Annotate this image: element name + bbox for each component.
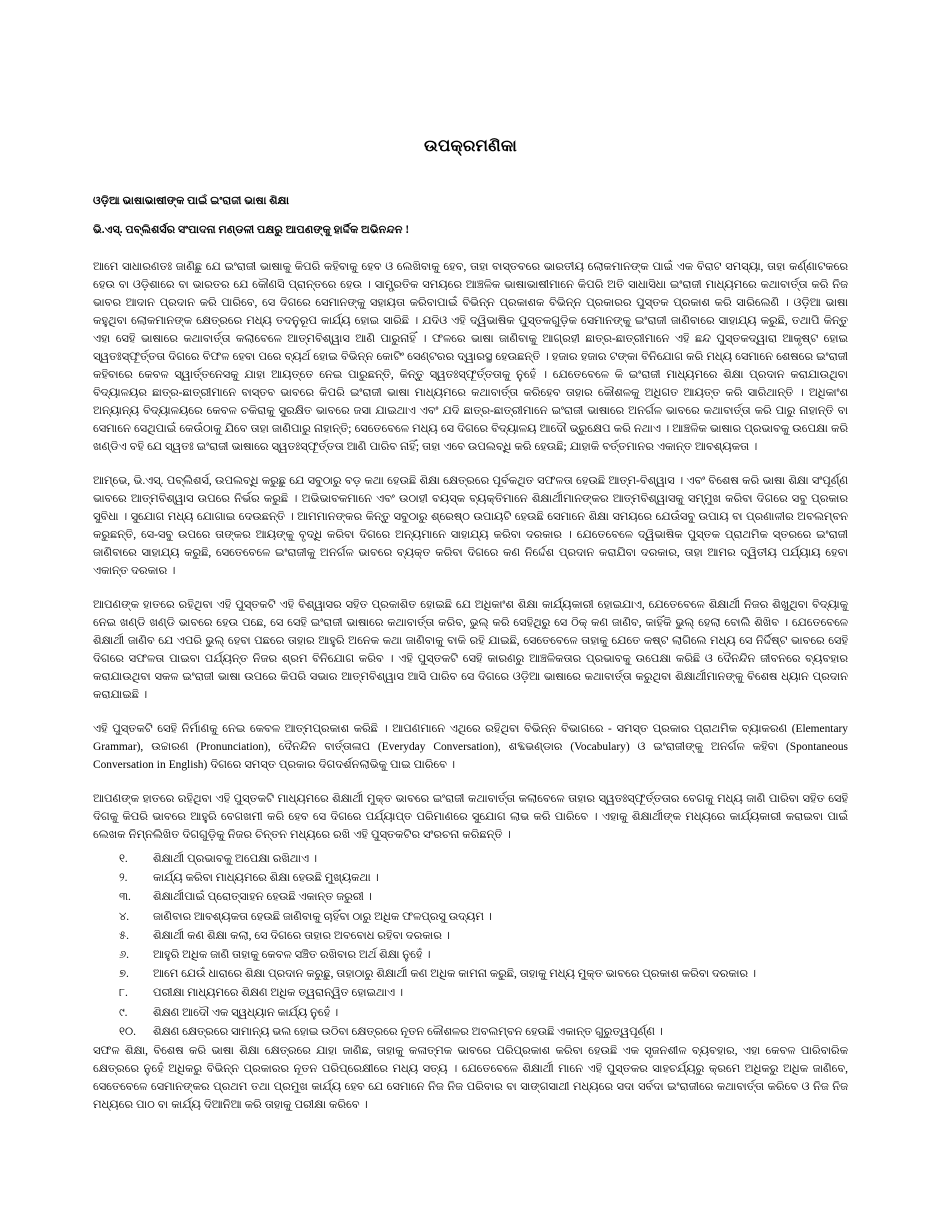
list-item [93,850,848,869]
list-item-text: କାର୍ଯ୍ୟ କରିବା ମାଧ୍ୟମରେ ଶିକ୍ଷା ହେଉଛି ମୁଖ୍ୟକଥା । [153,872,379,885]
list-item [93,869,848,888]
list-item-text: ଶିକ୍ଷଣ କ୍ଷେତ୍ରରେ ସାମାନ୍ୟ ଭଲ ହୋଇ ଉଠିବା କ୍ଷେତ୍ରରେ ନୂତନ କୌଶଳର ଅବଲମ୍ବନ ହେଉଛି ଏକାନ୍ତ ଗୁରୁତ୍ୱପୂର୍ଣ୍ଣ । [153,1025,663,1038]
list-item-text: ଶିକ୍ଷାର୍ଥୀ କଣ ଶିକ୍ଷା କଲା, ସେ ଦିଗରେ ତାହାର ଅବବୋଧ ରହିବା ଦରକାର । [153,929,450,942]
list-item [93,927,848,946]
list-item [93,908,848,927]
list-item [93,1004,848,1023]
list-item-number: ୧. [119,853,128,866]
list-item [93,1023,848,1042]
list-item-text: ଶିକ୍ଷାର୍ଥୀ ପ୍ରଭାବକୁ ଅପେକ୍ଷା ରଖିଥାଏ । [153,853,317,866]
list-item-text: ଆହୁରି ଅଧିକ ଜାଣି ତାହାକୁ କେବଳ ସଞ୍ଚିତ ରଖିବାର ଅର୍ଥ ଶିକ୍ଷା ନୁହେଁ । [153,949,431,962]
list-item-text: ଶିକ୍ଷାର୍ଥୀପାଇଁ ପ୍ରୋତ୍ସାହନ ହେଉଛି ଏକାନ୍ତ ଜରୁରୀ । [153,891,372,904]
list-item-text: ଶିକ୍ଷଣ ଆଦୌ ଏକ ସ୍ୱଧ୍ୟାନ କାର୍ଯ୍ୟ ନୁହେଁ । [153,1006,339,1019]
list-item-number: ୪. [119,910,130,923]
paragraph-6-closing: ସଫଳ ଶିକ୍ଷା, ବିଶେଷ କରି ଭାଷା ଶିକ୍ଷା କ୍ଷେତ୍ରରେ ଯାହା ଜାଣିଛ, ତାହାକୁ କଳାତ୍ମକ ଭାବରେ ପରିପ୍ରକାଶ କରିବା ହେଉଛି ଏକ ସୃଜନଶୀଳ ବ୍ୟବହାର, ଏହା କେବଳ ପାରିବାରିକ କ୍ଷେତ୍ରରେ ନୁହେଁ ଅଧିକରୁ ବିଭିନ୍ନ ପ୍ରକାରର ନୂତନ ପରିପ୍ରେକ୍ଷୀରେ ମଧ୍ୟ ସତ୍ୟ । ଯେତେବେଳେ ଶିକ୍ଷାର୍ଥୀ ମାନେ ଏହି ପୁସ୍ତକର ସାହଚର୍ଯ୍ୟରୁ କ୍ରମେ ଅଧିକରୁ ଅଧିକ ଜାଣିବେ, ସେତେବେଳେ ସେମାନଙ୍କର ପ୍ରଥମ ତଥା ପ୍ରମୁଖ କାର୍ଯ୍ୟ ହେବ ଯେ ସେମାନେ ନିଜ ନିଜ ପରିବାର ବା ସାଙ୍ଗସାଥୀ ମଧ୍ୟରେ ସଦା ସର୍ବଦା ଇଂରାଜୀରେ କଥାବାର୍ତ୍ତା କରିବେ ଓ ନିଜ ନିଜ ମଧ୍ୟରେ ପାଠ ବା କାର୍ଯ୍ୟ ଦିଆନିଆ କରି ତାହାକୁ ପରୀକ୍ଷା କରିବେ । [93,1045,848,1112]
list-item-number: ୩. [119,891,131,904]
list-item-number: ୬. [119,949,130,962]
page-title: ଉପକ୍ରମଣିକା [424,136,517,155]
subheading-primary: ଓଡ଼ିଆ ଭାଷାଭାଷୀଙ୍କ ପାଇଁ ଇଂରାଜୀ ଭାଷା ଶିକ୍ଷା [93,194,290,207]
numbered-points-list [93,850,848,1042]
list-item [93,984,848,1003]
list-item [93,965,848,984]
list-item-text: ପରୀକ୍ଷା ମାଧ୍ୟମରେ ଶିକ୍ଷଣ ଅଧିକ ତ୍ୱରାନ୍ୱିତ ହୋଇଥାଏ । [153,987,404,1000]
paragraph-2: ଆମ୍ଭେ, ଭି.ଏସ୍. ପବ୍ଲିଶର୍ସ, ଉପଲବ୍ଧି କରୁଛୁ ଯେ ସବୁଠାରୁ ବଡ଼ କଥା ହେଉଛି ଶିକ୍ଷା କ୍ଷେତ୍ରରେ ପୂର୍ବକଥିତ ସଫଳତା ହେଉଛି ଆତ୍ମ-ବିଶ୍ୱାସ । ଏବଂ ବିଶେଷ କରି ଭାଷା ଶିକ୍ଷା ସଂପୂର୍ଣ୍ଣ ଭାବରେ ଆତ୍ମବିଶ୍ୱାସ ଉପରେ ନିର୍ଭର କରୁଛି । ଅଭିଭାବକମାନେ ଏବଂ ଉଠାହୀ ବୟସ୍କ ବ୍ୟକ୍ତିମାନେ ଶିକ୍ଷାର୍ଥୀମାନଙ୍କର ଆତ୍ମବିଶ୍ୱାସକୁ ସମ୍ମୁଖ କରିବା ଦିଗରେ ସବୁ ପ୍ରକାର ସୁବିଧା । ସୁଯୋଗ ମଧ୍ୟ ଯୋଗାଇ ଦେଉଛନ୍ତି । ଆମମାନଙ୍କର କିନ୍ତୁ ସବୁଠାରୁ ଶ୍ରେଷ୍ଠ ଉପାୟଟି ହେଉଛି ସେମାନେ ଶିକ୍ଷା ସମୟରେ ଯେଉଁସବୁ ଉପାୟ ବା ପ୍ରଣାଳୀର ଅବଲମ୍ବନ କରୁଛନ୍ତି, ସେ-ସବୁ ଉପରେ ତାଙ୍କର ଆୟଙ୍କୁ ବୃଦ୍ଧି କରିବା ଦିଗରେ ଅନ୍ୟମାନେ ସାହାଯ୍ୟ କରିବା ଦରକାର । ଯେତେବେଳେ ଦ୍ୱିଭାଷିକ ପୁସ୍ତକ ପ୍ରାଥମିକ ସ୍ତରରେ ଇଂରାଜୀ ଜାଣିବାରେ ସାହାଯ୍ୟ କରୁଛି, ସେତେବେଳେ ଇଂରାଜୀକୁ ଅନର୍ଗଳ ଭାବରେ ବ୍ୟକ୍ତ କରିବା ଦିଗରେ କଣ ନିର୍ଦ୍ଦେଶ ପ୍ରଦାନ କରାଯିବା ଦରକାର, ତାହା ଆମର ଦ୍ୱିତୀୟ ପର୍ଯ୍ୟାୟ ହେବା ଏକାନ୍ତ ଦରକାର । [93,475,848,578]
document-content [93,0,848,1114]
list-item-number: ୧୦. [119,1025,137,1038]
list-item-number: ୭. [119,968,129,981]
paragraph-5: ଆପଣଙ୍କ ହାତରେ ରହିଥିବା ଏହି ପୁସ୍ତକଟି ମାଧ୍ୟମରେ ଶିକ୍ଷାର୍ଥୀ ମୁକ୍ତ ଭାବରେ ଇଂରାଜୀ କଥାବାର୍ତ୍ତା କଲାବେଳେ ତାହାର ସ୍ୱତଃସ୍ଫୂର୍ତ୍ତତାର ବେଗକୁ ମଧ୍ୟ ଜାଣି ପାରିବା ସହିତ ସେହି ଦିଗକୁ କିପରି ଭାବରେ ଆହୁରି ବେଗଖମୀ କରି ହେବ ସେ ଦିଗରେ ପର୍ଯ୍ୟାପ୍ତ ପରିମାଣରେ ସୁଯୋଗ ଲାଭ କରି ପାରିବେ । ଏହାକୁ ଶିକ୍ଷାର୍ଥୀଙ୍କ ମଧ୍ୟରେ କାର୍ଯ୍ୟକାରୀ କରାଇବା ପାଇଁ ଲେଖକ ନିମ୍ନଲିଖିତ ଦିଗଗୁଡ଼ିକୁ ନିଜର ଚିନ୍ତନ ମଧ୍ୟରେ ରଖି ଏହି ପୁସ୍ତକଟିର ସଂରଚନା କରିଛନ୍ତି । [93,793,848,842]
list-item-number: ୯. [119,1006,128,1019]
list-item-number: ୮. [119,987,128,1000]
list-item-text: ଆମେ ଯେଉଁ ଧାରାରେ ଶିକ୍ଷା ପ୍ରଦାନ କରୁଛୁ, ତାହାଠାରୁ ଶିକ୍ଷାର୍ଥୀ କଣ ଅଧିକ କାମନା କରୁଛି, ତାହାକୁ ମଧ୍ୟ ମୁକ୍ତ ଭାବରେ ପ୍ରକାଶ କରିବା ଦରକାର । [153,968,757,981]
subheading-greeting: ଭି.ଏସ୍. ପବ୍ଲିଶର୍ସର ସଂପାଦନା ମଣ୍ଡଳୀ ପକ୍ଷରୁ ଆପଣଙ୍କୁ ହାର୍ଦ୍ଦିକ ଅଭିନନ୍ଦନ ! [93,223,410,236]
list-item-text: ଜାଣିବାର ଆବଶ୍ୟକତା ହେଉଛି ଜାଣିବାକୁ ଚାହିଁବା ଠାରୁ ଅଧିକ ଫଳପ୍ରସୁ ଉଦ୍ୟମ । [153,910,492,923]
list-item [93,888,848,907]
list-item-number: ୫. [119,929,129,942]
list-item [93,946,848,965]
paragraph-3: ଆପଣଙ୍କ ହାତରେ ରହିଥିବା ଏହି ପୁସ୍ତକଟି ଏହି ବିଶ୍ୱାସର ସହିତ ପ୍ରକାଶିତ ହୋଇଛି ଯେ ଅଧିକାଂଶ ଶିକ୍ଷା କାର୍ଯ୍ୟକାରୀ ହୋଇଯାଏ, ଯେତେବେଳେ ଶିକ୍ଷାର୍ଥୀ ନିଜର ଶିଖୁଥିବା ବିଦ୍ୟାକୁ ନେଇ ଖଣ୍ଡି ଖଣ୍ଡି ଭାବରେ ହେଉ ପଛେ, ସେ ସେହି ଇଂରାଜୀ ଭାଷାରେ କଥାବାର୍ତ୍ତା କରିବ, ଭୁଲ୍ କରି ସେହିଥିରୁ ସେ ଠିକ୍ କଣ ଜାଣିବ, କାହିଁକି ଭୁଲ୍ ହେଲା ବୋଲି ଶିଖିବ । ଯେତେବେଳେ ଶିକ୍ଷାର୍ଥୀ ଜାଣିବ ଯେ ଏପରି ଭୁଲ୍ ହେବା ପଛରେ ତାହାର ଆହୁରି ଅନେକ କଥା ଜାଣିବାକୁ ବାକି ରହି ଯାଇଛି, ସେତେବେଳେ ତାହାକୁ ଯେତେ କଷ୍ଟ ଲାଗିଲେ ମଧ୍ୟ ସେ ନିର୍ଦ୍ଦିଷ୍ଟ ଭାବରେ ସେହି ଦିଗରେ ସଫଳତା ପାଇବା ପର୍ଯ୍ୟନ୍ତ ନିଜର ଶ୍ରମ ବିନିଯୋଗ କରିବ । ଏହି ପୁସ୍ତକଟି ସେହି କାରଣରୁ ଆଞ୍ଚଳିକତାର ପ୍ରଭାବକୁ ଉପେକ୍ଷା କରିଛି ଓ ଦୈନନ୍ଦିନ ଜୀବନରେ ବ୍ୟବହାର କରାଯାଉଥିବା ସକଳ ଇଂରାଜୀ ଭାଷା ଉପରେ କିପରି ସଭାର ଆତ୍ମବିଶ୍ୱାସ ଆସି ପାରିବ ସେ ଦିଗରେ ଓଡ଼ିଆ ଭାଷାରେ କଥାବାର୍ତ୍ତା କରୁଥିବା ଶିକ୍ଷାର୍ଥୀମାନଙ୍କୁ ବିଶେଷ ଧ୍ୟାନ ପ୍ରଦାନ କରାଯାଇଛି । [93,599,848,702]
list-item-number: ୨. [119,872,128,885]
paragraph-1: ଆମେ ସାଧାରଣତଃ ଜାଣିଛୁ ଯେ ଇଂରାଜୀ ଭାଷାକୁ କିପରି କହିବାକୁ ହେବ ଓ ଲେଖିବାକୁ ହେବ, ତାହା ବାସ୍ତବରେ ଭାରତୀୟ ଲୋକମାନଙ୍କ ପାଇଁ ଏକ ବିରାଟ ସମସ୍ୟା, ତାହା କର୍ଣ୍ଣାଟକରେ ହେଉ ବା ଓଡ଼ିଶାରେ ବା ଭାରତର ଯେ କୌଣସି ପ୍ରାନ୍ତରେ ହେଉ । ସାମ୍ପ୍ରତିକ ସମୟରେ ଆଞ୍ଚଳିକ ଭାଷାଭାଷୀମାନେ କିପରି ଅତି ସାଧାସିଧା ଇଂରାଜୀ ମାଧ୍ୟମରେ କଥାବାର୍ତ୍ତା କରି ନିଜ ଭାବର ଆଦାନ ପ୍ରଦାନ କରି ପାରିବେ, ସେ ଦିଗରେ ସେମାନଙ୍କୁ ସହାୟତା କରିବାପାଇଁ ବିଭିନ୍ନ ପ୍ରକାଶକ ବିଭିନ୍ନ ପ୍ରକାରର ପୁସ୍ତକ ପ୍ରକାଶ କରି ସାରିଲେଣି । ଓଡ଼ିଆ ଭାଷା କହୁଥିବା ଲୋକମାନଙ୍କ କ୍ଷେତ୍ରରେ ମଧ୍ୟ ତଦନୁରୂପ କାର୍ଯ୍ୟ ହୋଇ ସାରିଛି । ଯଦିଓ ଏହି ଦ୍ୱିଭାଷିକ ପୁସ୍ତକଗୁଡ଼ିକ ସେମାନଙ୍କୁ ଇଂରାଜୀ ଜାଣିବାରେ ସାହାଯ୍ୟ କରୁଛି, ତଥାପି କିନ୍ତୁ ଏହା ସେହି ଭାଷାରେ କଥାବାର୍ତ୍ତା କଲାବେଳେ ଆତ୍ମବିଶ୍ୱାସ ଆଣି ପାରୁନାହିଁ । ଫଳରେ ଭାଷା ଜାଣିବାକୁ ଆଗ୍ରହୀ ଛାତ୍ର-ଛାତ୍ରୀମାନେ ଏହି ଛନ୍ଦ ପୁସ୍ତକଦ୍ୱାରା ଆକୃଷ୍ଟ ହୋଇ ସ୍ୱତଃସ୍ଫୂର୍ତ୍ତତା ଦିଗରେ ବିଫଳ ହେବା ପରେ ବ୍ୟର୍ଥ ହୋଇ ବିଭିନ୍ନ କୋଟିଂ ସେଣ୍ଟରର ଦ୍ୱାରସ୍ଥ ହେଉଛନ୍ତି । ହଜାର ହଜାର ଟଙ୍କା ବିନିଯୋଗ କରି ମଧ୍ୟ ସେମାନେ ଶେଷରେ ଇଂରାଜୀ କହିବାରେ କେବଳ ସ୍ୱାର୍ତ୍ତନେସକୁ ଯାହା ଆୟତ୍ତେ ନେଇ ପାରୁଛନ୍ତି, କିନ୍ତୁ ସ୍ୱତଃସ୍ଫୂର୍ତ୍ତତାକୁ ନୁହେଁ । ଯେତେବେଳେ କି ଇଂରାଜୀ ମାଧ୍ୟମରେ ଶିକ୍ଷା ପ୍ରଦାନ କରାଯାଉଥିବା ବିଦ୍ୟାଳୟର ଛାତ୍ର-ଛାତ୍ରୀମାନେ ବାସ୍ତବ ଭାବରେ କିପରି ଇଂରାଜୀ ଭାଷା ମାଧ୍ୟମରେ କଥାବାର୍ତ୍ତା କରିହେବ ତାହାର କୌଶଳକୁ ଅଧିଗତ ଆୟତ୍ତ କରି ସାରିଥାନ୍ତି । ଅଧିକାଂଶ ଅନ୍ୟାନ୍ୟ ବିଦ୍ୟାଳୟରେ କେବଳ ଚକିରାକୁ ସୁରକ୍ଷିତ ଭାବରେ ଜସା ଯାଇଥାଏ ଏବଂ ଯଦି ଛାତ୍ର-ଛାତ୍ରୀମାନେ ଇଂରାଜୀ ଭାଷାରେ ଅନର୍ଗଳ ଭାବରେ କଥାବାର୍ତ୍ତା କରି ପାରୁ ନାହାନ୍ତି ବା ସେମାନେ ସେଥିପାଇଁ କେଉଁଠାକୁ ଯିବେ ତାହା ଜାଣିପାରୁ ନାହାନ୍ତି; ସେତେବେଳେ ମଧ୍ୟ ସେ ଦିଗରେ ବିଦ୍ୟାଳୟ ଆଦୌ ଭ୍ରୁକ୍ଷେପ କରି ନଥାଏ । ଆଞ୍ଚଳିକ ଭାଷାର ପ୍ରଭାବକୁ ଉପେକ୍ଷା କରି ଖଣ୍ଡିଏ ବହି ଯେ ସ୍ୱତଃ ଇଂରାଜୀ ଭାଷାରେ ସ୍ୱତଃସ୍ଫୂର୍ତ୍ତତା ଆଣି ପାରିବ ନାହିଁ; ତାହା ଏବେ ଉପଲବ୍ଧି କରି ହେଉଛି; ଯାହାକି ବର୍ତ୍ତମାନର ଏକାନ୍ତ ଆବଶ୍ୟକତା । [93,261,848,454]
paragraph-4-book-sections: ଏହି ପୁସ୍ତକଟି ସେହି ନିର୍ମାଣକୁ ନେଇ କେବଳ ଆତ୍ମପ୍ରକାଶ କରିଛି । ଆପଣମାନେ ଏଥିରେ ରହିଥିବା ବିଭିନ୍ନ ବିଭାଗରେ - ସମସ୍ତ ପ୍ରକାର ପ୍ରାଥମିକ ବ୍ୟାକରଣ (Elementary Grammar), ଉଚ୍ଚାରଣ (Pronunciation), ଦୈନନ୍ଦିନ ବାର୍ତ୍ତାଳାପ (Everyday Conversation), ଶବ୍ଦଭଣ୍ଡାର (Vocabulary) ଓ ଇଂରାଜୀଙ୍କୁ ଅନର୍ଗଳ କହିବା (Spontaneous Conversation in English) ଦିଗରେ ସମସ୍ତ ପ୍ରକାର ଦିଗଦର୍ଶନଲାଭିକୁ ପାଇ ପାରିବେ । [93,723,848,772]
